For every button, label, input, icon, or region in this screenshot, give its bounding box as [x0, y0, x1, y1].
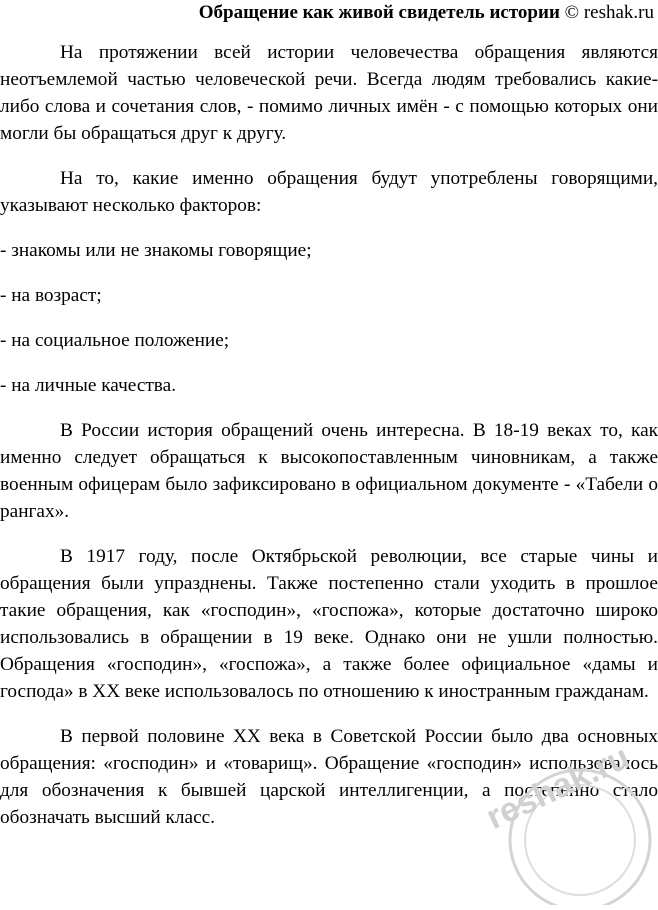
- list-item: - на личные качества.: [0, 375, 177, 396]
- document-body: [0, 39, 658, 849]
- paragraph-factors-lead: На то, какие именно обращения будут употреблены говорящими, указывают несколько факторов:: [0, 168, 658, 216]
- paragraph-russia-history: В России история обращений очень интересна. В 18-19 веках то, как именно следует обращаться к высокопоставленным чиновникам, а также военным офицерам было зафиксировано в официальном документе - «Табели о рангах».: [0, 420, 658, 522]
- paragraph-intro: На протяжении всей истории человечества обращения являются неотъемлемой частью человеческой речи. Всегда людям требовались какие-либо слова и сочетания слов, - помимо личных имён - с помощью которых они могли бы обращаться друг к другу.: [0, 42, 658, 144]
- paragraph-soviet: В первой половине XX века в Советской России было два основных обращения: «господин» и «товарищ». Обращение «господин» использовалось для обозначения к бывшей царской интеллигенции, а постепенно стало обозначать высший класс.: [0, 726, 658, 828]
- document-title: Обращение как живой свидетель истории: [198, 2, 560, 23]
- source-credit: © reshak.ru: [564, 2, 654, 23]
- list-item: - знакомы или не знакомы говорящие;: [0, 240, 312, 261]
- page-header: [199, 2, 654, 24]
- svg-text:reshak.ru: reshak.ru: [480, 745, 636, 837]
- paragraph-1917: В 1917 году, после Октябрьской революции, все старые чины и обращения были упразднены. Также постепенно стали уходить в прошлое такие обращения, как «господин», «госпожа», которые достаточно широко использовались в обращении в 19 веке. Однако они не ушли полностью. Обращения «господин», «госпожа», а также более официальное «дамы и господа» в XX веке использовалось по отношению к иностранным гражданам.: [0, 546, 658, 702]
- list-item: - на возраст;: [0, 285, 102, 306]
- list-item: - на социальное положение;: [0, 330, 230, 351]
- factors-list: [0, 237, 658, 399]
